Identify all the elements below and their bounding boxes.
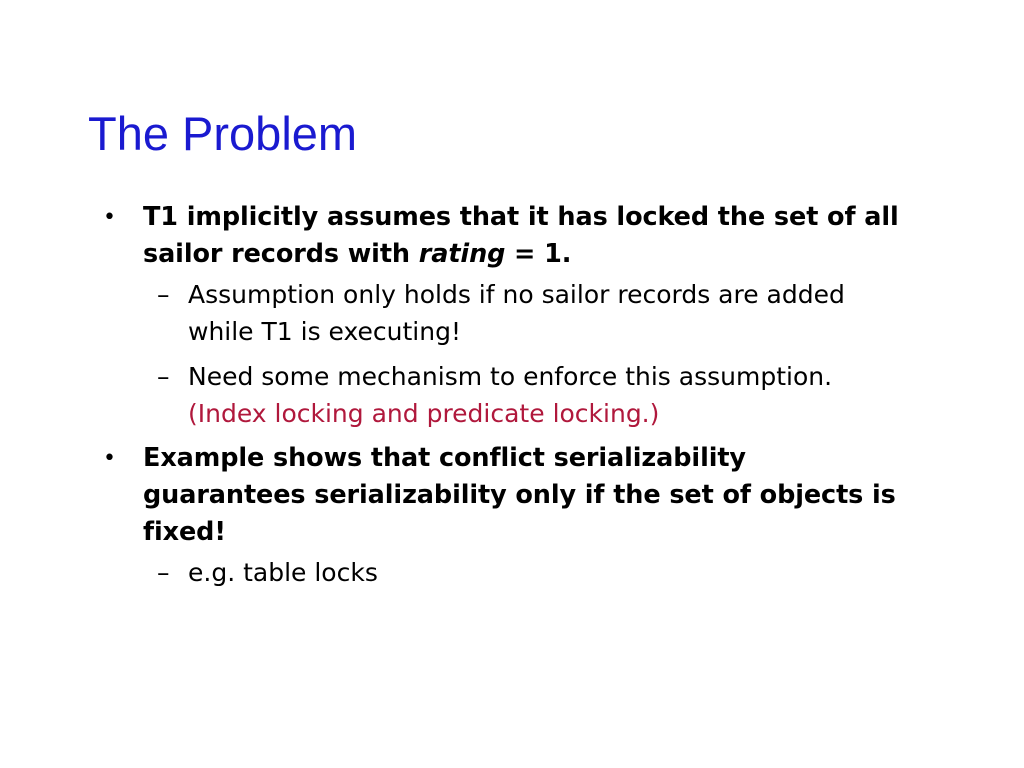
- bullet-item-1: [103, 199, 903, 432]
- sub-list: [143, 276, 903, 432]
- sub-item-1-2: [143, 358, 903, 432]
- bullet-text-1: [143, 199, 903, 273]
- bullet-item-2: [103, 440, 903, 591]
- bullet-list: [103, 199, 903, 599]
- bullet-marker: •: [103, 446, 116, 471]
- slide-title: The Problem: [88, 107, 358, 160]
- bullet-text-part: T1 implicitly assumes that it has locked the set of all sailor records with: [143, 202, 899, 269]
- bullet-text-part: = 1.: [505, 239, 572, 269]
- bullet-text-2: Example shows that conflict serializability guarantees serializability only if the set of objects is fixed!: [143, 443, 896, 547]
- sub-text-part: Need some mechanism to enforce this assumption.: [188, 362, 848, 391]
- highlight-text: (Index locking and predicate locking.): [188, 399, 660, 428]
- sub-item-1-1: [143, 276, 903, 350]
- sub-text: [188, 358, 903, 432]
- rating-term: rating: [418, 239, 506, 269]
- bullet-marker: •: [103, 205, 116, 230]
- sub-text: e.g. table locks: [188, 558, 378, 587]
- sub-item-2-1: [143, 554, 903, 591]
- sub-text: Assumption only holds if no sailor records are added while T1 is executing!: [188, 280, 845, 346]
- dash-marker: –: [157, 280, 170, 309]
- dash-marker: –: [157, 362, 170, 391]
- dash-marker: –: [157, 558, 170, 587]
- sub-list: [143, 554, 903, 591]
